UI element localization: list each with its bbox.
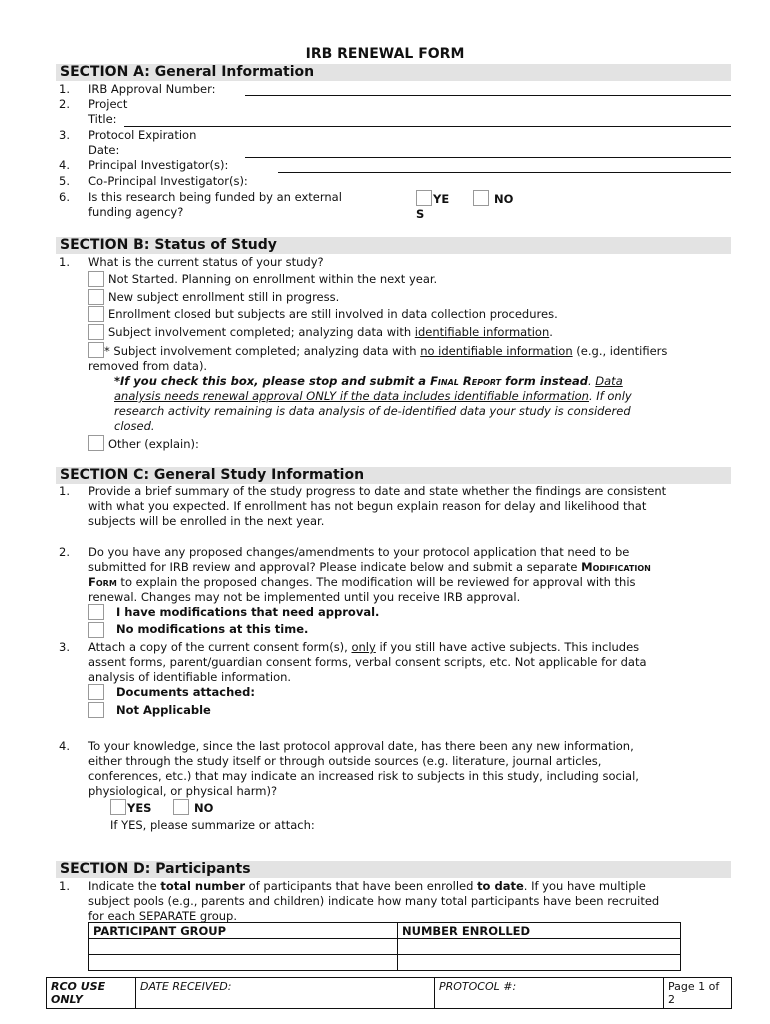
item-number: 1. <box>59 82 70 96</box>
section-c-heading: SECTION C: General Study Information <box>56 467 731 484</box>
status-option-label: Other (explain): <box>108 437 199 451</box>
modification-question: submitted for IRB review and approval? Please indicate below and submit a separate Modification <box>88 560 651 574</box>
funding-no-label: NO <box>494 192 514 206</box>
item-number: 1. <box>59 255 70 269</box>
number-enrolled-header: NUMBER ENROLLED <box>398 923 681 939</box>
risk-question: physiological, or physical harm)? <box>88 784 278 798</box>
consent-question: assent forms, parent/guardian consent forms, verbal consent scripts, etc. Not applicable for data <box>88 655 647 669</box>
final-report-note: analysis needs renewal approval ONLY if the data includes identifiable information. If only <box>114 389 632 403</box>
status-option-label: Not Started. Planning on enrollment within the next year. <box>108 272 438 286</box>
not-applicable-checkbox[interactable] <box>88 702 104 718</box>
page-number: Page 1 of 2 <box>664 978 732 1009</box>
pi-label: Principal Investigator(s): <box>88 158 229 172</box>
risk-yes-label: YES <box>127 801 152 815</box>
section-a-heading: SECTION A: General Information <box>56 64 731 81</box>
summary-question: with what you expected. If enrollment has not begun explain reason for delay and likelihood that <box>88 499 647 513</box>
status-identifiable-checkbox[interactable] <box>88 324 104 340</box>
risk-question: To your knowledge, since the last protocol approval date, has there been any new information, <box>88 739 634 753</box>
final-report-note: closed. <box>114 419 155 433</box>
risk-no-checkbox[interactable] <box>173 799 189 815</box>
section-b-heading: SECTION B: Status of Study <box>56 237 731 254</box>
risk-no-label: NO <box>194 801 214 815</box>
risk-question: either through the study itself or through outside sources (e.g. literature, journal articles, <box>88 754 602 768</box>
documents-attached-checkbox[interactable] <box>88 684 104 700</box>
status-option-label: * Subject involvement completed; analyzing data with no identifiable information (e.g., identifiers <box>104 344 668 358</box>
status-option-label: Subject involvement completed; analyzing data with identifiable information. <box>108 325 553 339</box>
expiration-date-label: Protocol Expiration <box>88 128 197 142</box>
project-title-field[interactable] <box>124 126 731 127</box>
expiration-date-label: Date: <box>88 143 120 157</box>
consent-option-label: Not Applicable <box>116 703 211 717</box>
item-number: 1. <box>59 879 70 893</box>
rco-use-label: RCO USE ONLY <box>47 978 136 1009</box>
irb-approval-label: IRB Approval Number: <box>88 82 216 96</box>
participant-group-cell[interactable] <box>89 955 398 971</box>
funding-question: Is this research being funded by an external <box>88 190 342 204</box>
participants-question: subject pools (e.g., parents and children) indicate how many total participants have been recruited <box>88 894 660 908</box>
number-enrolled-cell[interactable] <box>398 939 681 955</box>
item-number: 2. <box>59 545 70 559</box>
participant-group-cell[interactable] <box>89 939 398 955</box>
funding-no-checkbox[interactable] <box>473 190 489 206</box>
status-option-label: New subject enrollment still in progress. <box>108 290 340 304</box>
funding-yes-label: S <box>416 207 425 221</box>
participant-table <box>88 922 681 971</box>
item-number: 5. <box>59 174 70 188</box>
consent-option-label: Documents attached: <box>116 685 255 699</box>
modification-question: Form to explain the proposed changes. The modification will be reviewed for approval with this <box>88 575 636 589</box>
risk-followup: If YES, please summarize or attach: <box>110 818 315 832</box>
final-report-note: *If you check this box, please stop and submit a Final Report form instead. Data <box>114 374 623 388</box>
consent-question: Attach a copy of the current consent form(s), only if you still have active subjects. This includes <box>88 640 640 654</box>
table-row[interactable] <box>89 955 681 971</box>
modification-question: renewal. Changes may not be implemented until you receive IRB approval. <box>88 590 521 604</box>
date-received-field[interactable]: DATE RECEIVED: <box>136 978 435 1009</box>
status-enrollment-checkbox[interactable] <box>88 289 104 305</box>
consent-question: analysis of identifiable information. <box>88 670 292 684</box>
section-d-heading: SECTION D: Participants <box>56 861 731 878</box>
office-use-footer <box>46 977 732 1009</box>
status-not-started-checkbox[interactable] <box>88 271 104 287</box>
pi-field[interactable] <box>278 172 731 173</box>
status-other-checkbox[interactable] <box>88 435 104 451</box>
status-no-identifiable-checkbox[interactable] <box>88 342 104 358</box>
item-number: 4. <box>59 158 70 172</box>
funding-question: funding agency? <box>88 205 184 219</box>
participants-question: for each SEPARATE group. <box>88 909 237 923</box>
risk-question: conferences, etc.) that may indicate an increased risk to subjects in this study, including social, <box>88 769 639 783</box>
item-number: 1. <box>59 484 70 498</box>
status-data-collection-checkbox[interactable] <box>88 306 104 322</box>
table-header-row <box>89 923 681 939</box>
final-report-note: research activity remaining is data analysis of de-identified data your study is considered <box>114 404 631 418</box>
funding-yes-checkbox[interactable] <box>416 190 432 206</box>
item-number: 3. <box>59 128 70 142</box>
project-title-label: Project <box>88 97 128 111</box>
form-title: IRB RENEWAL FORM <box>305 46 465 62</box>
status-option-label: removed from data). <box>88 359 208 373</box>
irb-approval-field[interactable] <box>245 95 731 96</box>
project-title-label: Title: <box>88 112 117 126</box>
co-pi-label: Co-Principal Investigator(s): <box>88 174 248 188</box>
modifications-needed-checkbox[interactable] <box>88 604 104 620</box>
number-enrolled-cell[interactable] <box>398 955 681 971</box>
modification-question: Do you have any proposed changes/amendments to your protocol application that need to be <box>88 545 630 559</box>
status-option-label: Enrollment closed but subjects are still involved in data collection procedures. <box>108 307 558 321</box>
risk-yes-checkbox[interactable] <box>110 799 126 815</box>
item-number: 4. <box>59 739 70 753</box>
modification-option-label: No modifications at this time. <box>116 622 309 636</box>
study-status-question: What is the current status of your study? <box>88 255 324 269</box>
funding-yes-label: YE <box>433 192 450 206</box>
table-row[interactable] <box>89 939 681 955</box>
modification-option-label: I have modifications that need approval. <box>116 605 380 619</box>
summary-question: Provide a brief summary of the study progress to date and state whether the findings are consistent <box>88 484 667 498</box>
item-number: 2. <box>59 97 70 111</box>
no-modifications-checkbox[interactable] <box>88 622 104 638</box>
protocol-number-field[interactable]: PROTOCOL #: <box>435 978 664 1009</box>
participant-group-header: PARTICIPANT GROUP <box>89 923 398 939</box>
item-number: 6. <box>59 190 70 204</box>
expiration-date-field[interactable] <box>245 157 731 158</box>
item-number: 3. <box>59 640 70 654</box>
participants-question: Indicate the total number of participants that have been enrolled to date. If you have multiple <box>88 879 646 893</box>
summary-question: subjects will be enrolled in the next year. <box>88 514 325 528</box>
